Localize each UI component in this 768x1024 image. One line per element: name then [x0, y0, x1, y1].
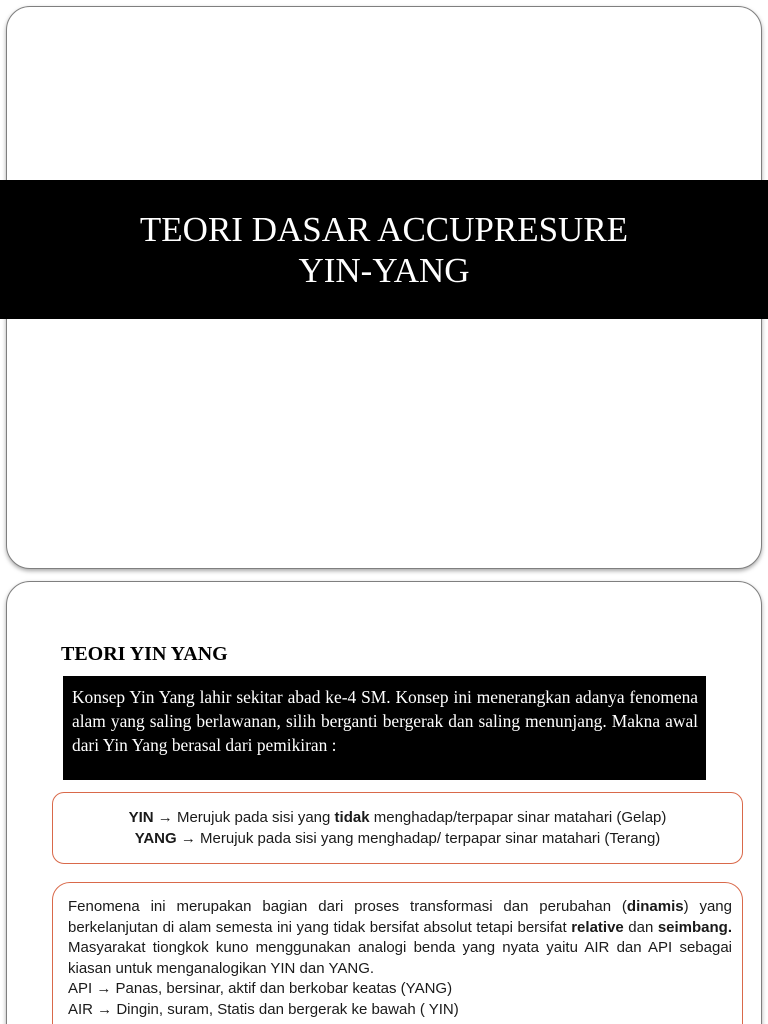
phenomenon-part2: ) yang berkelanjutan di alam semesta ini yang tidak bersifat absolut tetapi bersifat — [68, 898, 732, 936]
yang-term: YANG — [134, 830, 177, 847]
intro-box — [63, 676, 706, 780]
yin-emphasis: tidak — [334, 809, 370, 826]
title-band — [0, 180, 768, 319]
yin-term: YIN — [128, 809, 154, 826]
yang-arrow: → — [180, 830, 196, 847]
dinamis-term: dinamis — [626, 898, 684, 915]
yin-text-after: menghadap/terpapar sinar matahari (Gelap) — [373, 809, 667, 826]
section-heading: TEORI YIN YANG — [61, 643, 228, 665]
api-line: API → Panas, bersinar, aktif dan berkobar keatas (YANG) — [68, 980, 453, 997]
slide-title-line2: YIN-YANG — [298, 250, 470, 290]
slide-title-line1: TEORI DASAR ACCUPRESURE — [139, 209, 629, 249]
intro-text: Konsep Yin Yang lahir sekitar abad ke-4 SM. Konsep ini menerangkan adanya fenomena alam yang saling berlawanan, silih berganti bergerak dan saling menunjang. Makna awal dari Yin Yang berasal dari pemikiran : — [72, 687, 698, 755]
yin-definition — [129, 807, 667, 828]
yin-arrow: → — [157, 809, 173, 826]
yin-text-before: Merujuk pada sisi yang — [176, 809, 331, 826]
phenomenon-part1: Fenomena ini merupakan bagian dari proses transformasi dan perubahan ( — [68, 898, 627, 915]
air-line: AIR → Dingin, suram, Statis dan bergerak ke bawah ( YIN) — [68, 1000, 459, 1018]
dan-word: dan — [628, 918, 654, 936]
relative-term: relative — [571, 918, 624, 936]
phenomenon-box — [52, 882, 743, 1024]
title-slide — [6, 6, 762, 569]
phenomenon-paragraph — [68, 897, 732, 979]
yang-text: Merujuk pada sisi yang menghadap/ terpapar sinar matahari (Terang) — [200, 830, 661, 847]
yang-definition — [135, 828, 661, 849]
yin-yang-definition-box — [52, 792, 743, 864]
phenomenon-part3: Masyarakat tiongkok kuno menggunakan analogi benda yang nyata yaitu AIR dan API sebagai kiasan untuk menganalogikan YIN dan YANG. — [68, 939, 732, 977]
seimbang-term: seimbang. — [657, 918, 733, 936]
content-slide — [6, 581, 762, 1024]
